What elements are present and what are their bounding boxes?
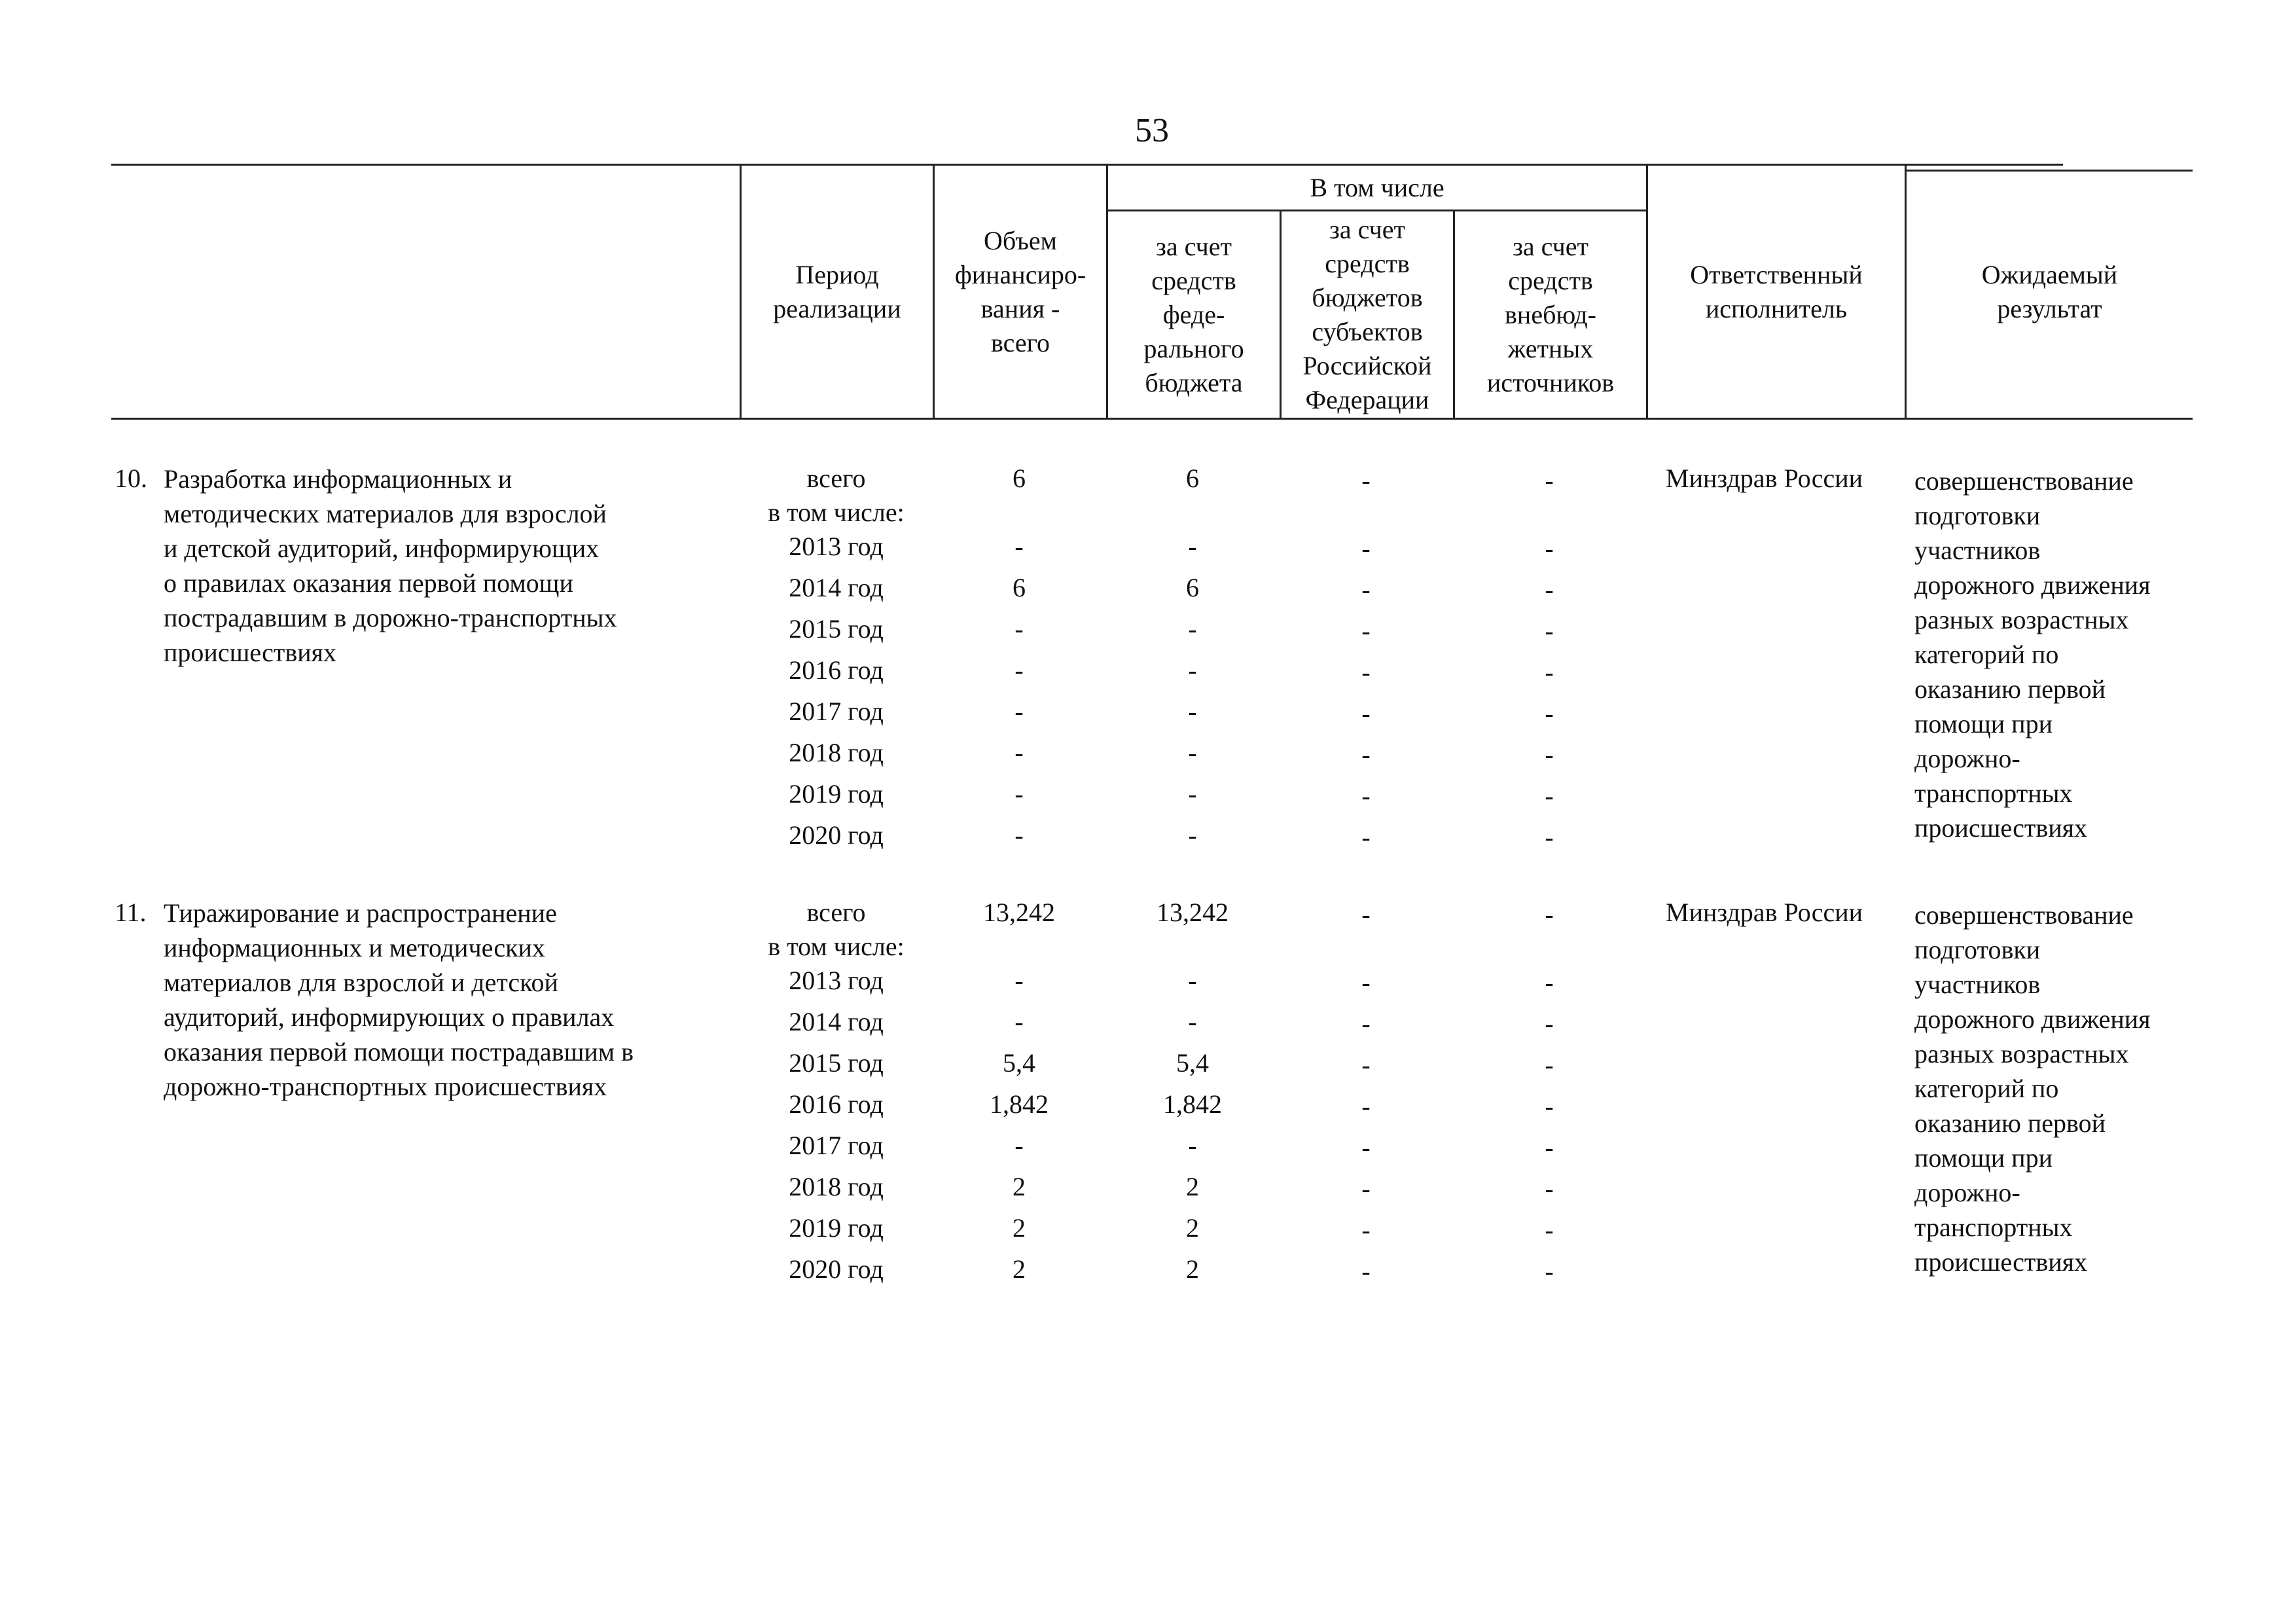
- federal-value: 13,242: [1157, 898, 1229, 927]
- measure-number: 10.: [115, 464, 147, 493]
- extra-value: -: [1545, 616, 1554, 646]
- regional-value: -: [1361, 740, 1371, 769]
- extra-value: -: [1545, 534, 1554, 563]
- regional-value: -: [1361, 1215, 1371, 1245]
- regional-value: -: [1361, 534, 1371, 563]
- period-year: 2017 год: [789, 697, 884, 726]
- extra-value: -: [1545, 1133, 1554, 1162]
- expected-result: совершенствование подготовки участников дорожного движения разных возрастных категорий по оказанию первой помощи при дорожно- транспортных происшествиях: [1914, 466, 2151, 843]
- period-year: 2019 год: [789, 1213, 884, 1243]
- regional-value: -: [1361, 1174, 1371, 1203]
- regional-value: -: [1361, 616, 1371, 646]
- extra-value: -: [1545, 822, 1554, 852]
- regional-value: -: [1361, 781, 1371, 811]
- regional-value: -: [1361, 822, 1371, 852]
- total-value: 2: [1013, 1172, 1026, 1201]
- total-value: 1,842: [990, 1089, 1049, 1119]
- total-value: 2: [1013, 1254, 1026, 1284]
- regional-value: -: [1361, 1050, 1371, 1080]
- regional-value: -: [1361, 900, 1371, 929]
- period-including: в том числе:: [768, 498, 905, 527]
- total-value: 13,242: [983, 898, 1055, 927]
- period-year: 2017 год: [789, 1131, 884, 1160]
- period-year: 2018 год: [789, 1172, 884, 1201]
- period-year: 2015 год: [789, 614, 884, 644]
- header-including: В том числе: [1310, 172, 1444, 202]
- federal-value: 2: [1186, 1213, 1199, 1243]
- total-value: -: [1014, 779, 1024, 809]
- regional-value: -: [1361, 1009, 1371, 1038]
- header-regional: за счет средств бюджетов субъектов Российской Федерации: [1302, 214, 1432, 414]
- federal-value: 5,4: [1176, 1048, 1209, 1078]
- federal-value: -: [1188, 738, 1197, 767]
- total-value: -: [1014, 966, 1024, 995]
- federal-value: -: [1188, 966, 1197, 995]
- federal-value: -: [1188, 1007, 1197, 1036]
- federal-value: -: [1188, 779, 1197, 809]
- total-value: -: [1014, 614, 1024, 644]
- extra-value: -: [1545, 1174, 1554, 1203]
- regional-value: -: [1361, 465, 1371, 495]
- header-extrabudget: за счет средств внебюд- жетных источников: [1486, 231, 1615, 397]
- regional-value: -: [1361, 968, 1371, 997]
- extra-value: -: [1545, 968, 1554, 997]
- header-federal: за счет средств феде- рального бюджета: [1143, 231, 1244, 397]
- total-value: -: [1014, 820, 1024, 850]
- total-value: -: [1014, 738, 1024, 767]
- period-year: 2016 год: [789, 1089, 884, 1119]
- total-value: -: [1014, 697, 1024, 726]
- extra-value: -: [1545, 900, 1554, 929]
- regional-value: -: [1361, 1256, 1371, 1286]
- period-year: 2019 год: [789, 779, 884, 809]
- period-year: 2014 год: [789, 1007, 884, 1036]
- extra-value: -: [1545, 1009, 1554, 1038]
- federal-value: -: [1188, 1131, 1197, 1160]
- responsible-executor: Минздрав России: [1666, 898, 1863, 927]
- extra-value: -: [1545, 575, 1554, 604]
- period-year: 2016 год: [789, 655, 884, 685]
- extra-value: -: [1545, 465, 1554, 495]
- responsible-executor: Минздрав России: [1666, 464, 1863, 493]
- header-bottom-rule: [111, 418, 2193, 420]
- total-value: -: [1014, 1131, 1024, 1160]
- regional-value: -: [1361, 575, 1371, 604]
- period-total: всего: [806, 464, 866, 493]
- extra-value: -: [1545, 1256, 1554, 1286]
- regional-value: -: [1361, 657, 1371, 687]
- federal-value: 2: [1186, 1254, 1199, 1284]
- extra-value: -: [1545, 1215, 1554, 1245]
- header-period: Период реализации: [773, 259, 901, 323]
- regional-value: -: [1361, 699, 1371, 728]
- extra-value: -: [1545, 1050, 1554, 1080]
- extra-value: -: [1545, 781, 1554, 811]
- measure-title: Разработка информационных и методических материалов для взрослой и детской аудиторий, информирующих о правилах оказания первой помощи пострадавшим в дорожно-транспортных происшествиях: [164, 464, 617, 667]
- federal-value: -: [1188, 697, 1197, 726]
- header-volume: Объем финансиро- вания - всего: [954, 225, 1086, 357]
- period-year: 2020 год: [789, 820, 884, 850]
- federal-value: 2: [1186, 1172, 1199, 1201]
- total-value: 5,4: [1003, 1048, 1035, 1078]
- measure-number: 11.: [115, 898, 147, 927]
- period-year: 2013 год: [789, 532, 884, 561]
- federal-value: 6: [1186, 573, 1199, 602]
- page-number: 53: [1135, 112, 1169, 149]
- regional-value: -: [1361, 1091, 1371, 1121]
- period-total: всего: [806, 898, 866, 927]
- header-responsible: Ответственный исполнитель: [1690, 259, 1863, 323]
- total-value: 2: [1013, 1213, 1026, 1243]
- federal-value: -: [1188, 532, 1197, 561]
- expected-result: совершенствование подготовки участников дорожного движения разных возрастных категорий по оказанию первой помощи при дорожно- транспортных происшествиях: [1914, 900, 2151, 1277]
- total-value: -: [1014, 1007, 1024, 1036]
- total-value: -: [1014, 532, 1024, 561]
- federal-value: -: [1188, 655, 1197, 685]
- period-year: 2018 год: [789, 738, 884, 767]
- total-value: -: [1014, 655, 1024, 685]
- total-value: 6: [1013, 573, 1026, 602]
- federal-value: -: [1188, 614, 1197, 644]
- period-year: 2015 год: [789, 1048, 884, 1078]
- period-year: 2020 год: [789, 1254, 884, 1284]
- period-year: 2013 год: [789, 966, 884, 995]
- federal-value: -: [1188, 820, 1197, 850]
- period-including: в том числе:: [768, 932, 905, 961]
- period-year: 2014 год: [789, 573, 884, 602]
- regional-value: -: [1361, 1133, 1371, 1162]
- total-value: 6: [1013, 464, 1026, 493]
- extra-value: -: [1545, 699, 1554, 728]
- extra-value: -: [1545, 657, 1554, 687]
- header-result: Ожидаемый результат: [1981, 259, 2118, 323]
- extra-value: -: [1545, 1091, 1554, 1121]
- extra-value: -: [1545, 740, 1554, 769]
- federal-value: 6: [1186, 464, 1199, 493]
- federal-value: 1,842: [1163, 1089, 1222, 1119]
- measure-title: Тиражирование и распространение информационных и методических материалов для взрослой и детской аудиторий, информирующих о правилах оказания первой помощи пострадавшим в дорожно-транспортных происшествиях: [164, 898, 634, 1101]
